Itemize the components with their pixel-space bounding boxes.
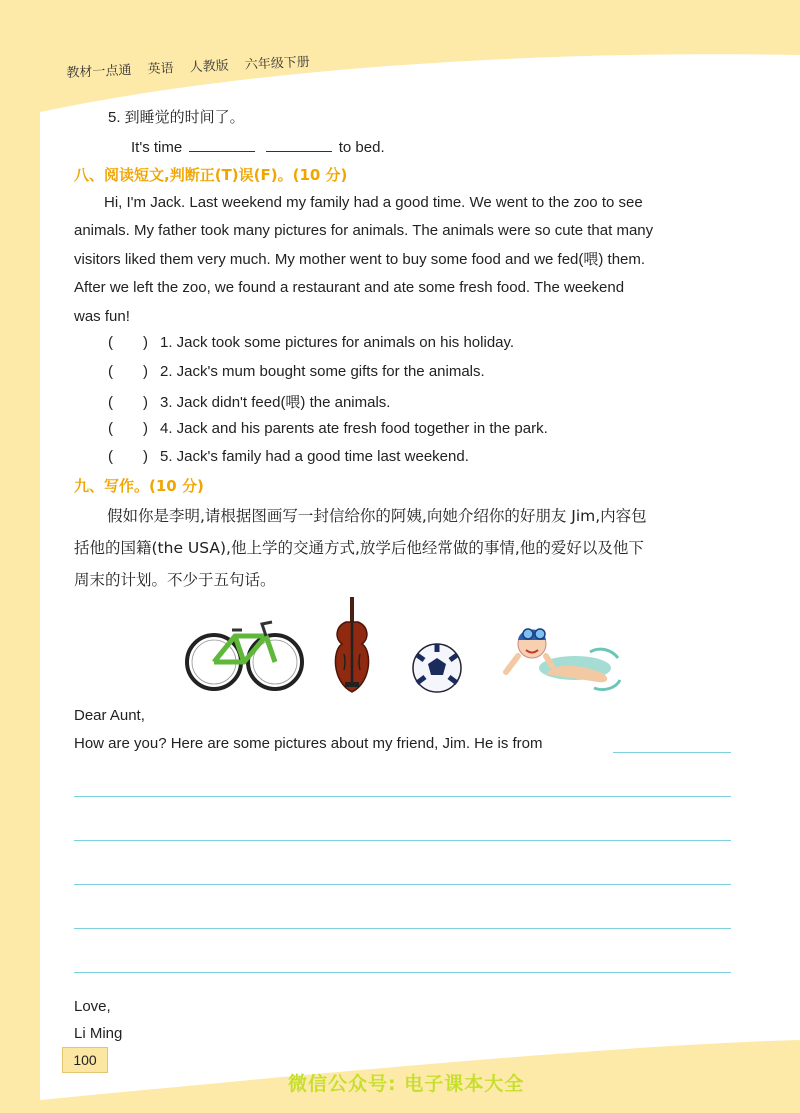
header-book: 教材一点通: [66, 63, 132, 81]
letter-opening: How are you? Here are some pictures about my friend, Jim. He is from: [74, 735, 543, 752]
bicycle-icon: [187, 622, 302, 689]
question-text: 1. Jack took some pictures for animals on his holiday.: [160, 334, 515, 351]
writing-instructions: [74, 500, 734, 596]
answer-line[interactable]: [74, 928, 731, 929]
passage-line: Hi, I'm Jack. Last weekend my family had a good time. We went to the zoo to see: [104, 194, 643, 211]
letter-signature: Li Ming: [74, 1025, 123, 1042]
picture-strip: [180, 592, 625, 700]
page-number: 100: [62, 1047, 108, 1073]
answer-line[interactable]: [74, 884, 731, 885]
q5-before: It's time: [131, 139, 183, 156]
q5-blank-1[interactable]: [189, 137, 255, 152]
q5-sentence: [131, 137, 385, 158]
question-text: 5. Jack's family had a good time last weekend.: [160, 448, 469, 465]
answer-paren[interactable]: ( ): [108, 419, 148, 437]
question-item: [108, 363, 548, 392]
q5-prompt: 5. 到睡觉的时间了。: [108, 109, 245, 126]
answer-paren[interactable]: ( ): [108, 448, 148, 465]
question-text: 4. Jack and his parents ate fresh food together in the park.: [160, 419, 548, 437]
header-subject: 英语: [147, 61, 174, 78]
letter-closing: Love,: [74, 998, 111, 1015]
question-item: [108, 448, 548, 477]
q5-blank-2[interactable]: [266, 137, 332, 152]
section8-title: 八、阅读短文,判断正(T)误(F)。(10 分): [74, 166, 348, 184]
question-item: [108, 391, 548, 420]
instruction-line: 括他的国籍(the USA),他上学的交通方式,放学后他经常做的事情,他的爱好以及他下: [74, 539, 644, 557]
reading-passage: [74, 189, 732, 331]
answer-paren[interactable]: ( ): [108, 334, 148, 351]
answer-line[interactable]: [74, 796, 731, 797]
answer-paren[interactable]: ( ): [108, 362, 148, 380]
passage-line: was fun!: [74, 307, 130, 325]
header-grade: 六年级下册: [244, 54, 311, 73]
passage-line: After we left the zoo, we found a restaurant and ate some fresh food. The weekend: [74, 279, 625, 297]
violin-icon: [335, 597, 368, 692]
header-edition: 人教版: [189, 58, 230, 76]
question-item: [108, 420, 548, 449]
question-text: 3. Jack didn't feed(喂) the animals.: [160, 394, 391, 411]
instruction-line: 周末的计划。不少于五句话。: [74, 571, 276, 589]
answer-line[interactable]: [74, 840, 731, 841]
answer-line-first[interactable]: [613, 752, 731, 753]
watermark-text: 微信公众号: 电子课本大全: [288, 1073, 525, 1095]
swimmer-icon: [506, 629, 620, 690]
passage-line: visitors liked them very much. My mother went to buy some food and we fed(喂) them.: [74, 250, 646, 268]
soccer-ball-icon: [413, 644, 461, 692]
question-list: [108, 334, 548, 477]
answer-line[interactable]: [74, 972, 731, 973]
letter-greeting: Dear Aunt,: [74, 707, 145, 724]
q5-after: to bed.: [338, 139, 385, 156]
question-text: 2. Jack's mum bought some gifts for the animals.: [160, 362, 485, 380]
section9-title: 九、写作。(10 分): [74, 477, 204, 495]
question-item: [108, 334, 548, 363]
answer-paren[interactable]: ( ): [108, 394, 148, 411]
instruction-line: 假如你是李明,请根据图画写一封信给你的阿姨,向她介绍你的好朋友 Jim,内容包: [107, 507, 647, 525]
passage-line: animals. My father took many pictures for animals. The animals were so cute that many: [74, 222, 654, 240]
